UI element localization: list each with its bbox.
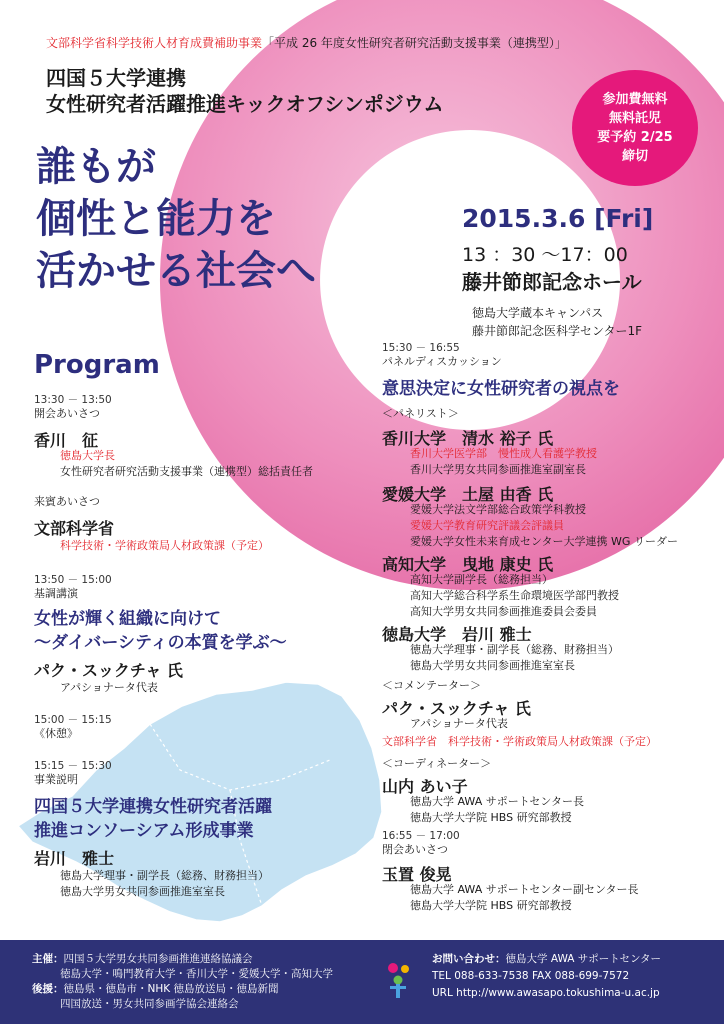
sponsor-label: 後援：	[32, 983, 64, 995]
panel-label: パネルディスカッション	[382, 355, 502, 368]
keynote-title-2: 〜ダイバーシティの本質を学ぶ〜	[34, 633, 287, 653]
subsidy-line	[46, 34, 567, 51]
commentator-label: ＜コメンテーター＞	[382, 679, 481, 692]
event-campus: 徳島大学蔵本キャンパス	[472, 306, 604, 320]
panelist-4-role-1: 徳島大学理事・副学長（総務、財務担当）	[410, 643, 619, 656]
badge-line-4: 締切	[621, 149, 648, 164]
closing-role-1: 徳島大学 AWA サポートセンター副センター長	[410, 883, 639, 896]
opening-speaker: 香川 征	[34, 431, 99, 450]
keynote-speaker: パク・スックチャ 氏	[34, 661, 183, 680]
closing-role-2: 徳島大学大学院 HBS 研究部教授	[410, 899, 572, 912]
badge-line-1: 参加費無料	[602, 92, 668, 107]
subsidy-program: 「平成 26 年度女性研究者研究活動支援事業（連携型）」	[262, 36, 567, 50]
guest-label: 来賓あいさつ	[34, 495, 100, 508]
program-heading: Program	[34, 350, 160, 380]
explanation-speaker: 岩川 雅士	[34, 849, 115, 868]
closing-label: 閉会あいさつ	[382, 843, 448, 856]
panelist-2-role-1: 愛媛大学法文学部総合政策学科教授	[410, 503, 586, 516]
panelist-2-role-2: 愛媛大学教育研究評議会評議員	[410, 519, 564, 532]
opening-label: 開会あいさつ	[34, 407, 100, 420]
badge-line-3: 要予約 2/25	[597, 130, 673, 145]
explanation-time: 15:15 － 15:30	[34, 760, 112, 772]
panelist-2-role-3: 愛媛大学女性未来育成センター大学連携 WG リーダー	[410, 535, 678, 548]
panel-title: 意思決定に女性研究者の視点を	[382, 379, 620, 399]
event-title: 女性研究者活躍推進キックオフシンポジウム	[46, 92, 444, 116]
opening-time: 13:30 － 13:50	[34, 394, 112, 406]
coordinator-role-2: 徳島大学大学院 HBS 研究部教授	[410, 811, 572, 824]
sponsor-1: 徳島県・徳島市・NHK 徳島放送局・徳島新聞	[63, 983, 279, 995]
panelist-3-role-1: 高知大学副学長（総務担当）	[410, 573, 553, 586]
closing-time: 16:55 － 17:00	[382, 830, 460, 842]
contact-url[interactable]: URL http://www.awasapo.tokushima-u.ac.jp	[432, 987, 660, 999]
badge-line-2: 無料託児	[608, 111, 661, 126]
opening-role-1: 徳島大学長	[60, 449, 115, 462]
commentator-role-1: アパショナータ代表	[410, 717, 508, 730]
break-label: 《休憩》	[34, 727, 78, 740]
guest-role-1: 科学技術・学術政策局人材政策課（予定）	[60, 539, 269, 552]
explanation-title-2: 推進コンソーシアム形成事業	[34, 821, 254, 841]
org-title: 四国５大学連携	[46, 66, 186, 90]
organizer-label: 主催：	[32, 953, 64, 965]
panelist-3-role-3: 高知大学男女共同参画推進委員会委員	[410, 605, 597, 618]
panelist-3-name: 高知大学 曳地 康史 氏	[382, 555, 554, 574]
panelist-4-role-2: 徳島大学男女共同参画推進室室長	[410, 659, 575, 672]
opening-role-2: 女性研究者研究活動支援事業（連携型）総括責任者	[60, 465, 313, 478]
explanation-title-1: 四国５大学連携女性研究者活躍	[34, 797, 272, 817]
panelist-1-name: 香川大学 清水 裕子 氏	[382, 429, 554, 448]
event-date: 2015.3.6 [Fri]	[462, 204, 654, 233]
event-venue: 藤井節郎記念ホール	[462, 270, 642, 294]
panelist-4-name: 徳島大学 岩川 雅士	[382, 625, 532, 644]
contact-org: 徳島大学 AWA サポートセンター	[505, 953, 662, 965]
event-time: 13 ：30 〜17：00	[462, 244, 628, 266]
panelist-1-role-1: 香川大学医学部 慢性成人看護学教授	[410, 447, 597, 460]
headline-line-1: 誰もが	[36, 144, 156, 190]
subsidy-text: 文部科学省科学技術人材育成費補助事業	[46, 36, 263, 50]
awa-logo-icon	[384, 960, 414, 1000]
contact-label: お問い合わせ：	[432, 953, 506, 965]
organizer-name: 四国５大学男女共同参画推進連絡協議会	[63, 953, 253, 965]
keynote-time: 13:50 － 15:00	[34, 574, 112, 586]
footer	[0, 940, 724, 1024]
panelists-label: ＜パネリスト＞	[382, 407, 459, 420]
keynote-title-1: 女性が輝く組織に向けて	[34, 609, 221, 629]
panelist-3-role-2: 高知大学総合科学系生命環境医学部門教授	[410, 589, 619, 602]
event-building: 藤井節郎記念医科学センター1F	[472, 324, 643, 338]
sponsor-2: 四国放送・男女共同参画学協会連絡会	[60, 998, 239, 1010]
organizer-members: 徳島大学・鳴門教育大学・香川大学・愛媛大学・高知大学	[60, 968, 333, 980]
commentator-name: パク・スックチャ 氏	[382, 699, 531, 718]
explanation-label: 事業説明	[34, 773, 78, 786]
keynote-role-1: アパショナータ代表	[60, 681, 158, 694]
headline-line-2: 個性と能力を	[36, 196, 276, 242]
headline-line-3: 活かせる社会へ	[36, 248, 316, 294]
panelist-1-role-2: 香川大学男女共同参画推進室副室長	[410, 463, 586, 476]
explanation-role-1: 徳島大学理事・副学長（総務、財務担当）	[60, 869, 269, 882]
coordinator-label: ＜コーディネーター＞	[382, 757, 492, 770]
coordinator-role-1: 徳島大学 AWA サポートセンター長	[410, 795, 584, 808]
coordinator-name: 山内 あい子	[382, 777, 468, 796]
commentator-role-2: 文部科学省 科学技術・学術政策局人材政策課（予定）	[382, 735, 657, 748]
free-admission-badge	[572, 70, 698, 186]
panel-time: 15:30 － 16:55	[382, 342, 460, 354]
closing-speaker: 玉置 俊晃	[382, 865, 452, 884]
explanation-role-2: 徳島大学男女共同参画推進室室長	[60, 885, 225, 898]
guest-speaker: 文部科学省	[34, 519, 115, 538]
sponsor-line	[32, 982, 278, 997]
organizer-line	[32, 952, 253, 967]
keynote-label: 基調講演	[34, 587, 78, 600]
break-time: 15:00 － 15:15	[34, 714, 112, 726]
contact-line	[432, 952, 661, 967]
panelist-2-name: 愛媛大学 土屋 由香 氏	[382, 485, 554, 504]
contact-phone: TEL 088-633-7538 FAX 088-699-7572	[432, 970, 630, 982]
